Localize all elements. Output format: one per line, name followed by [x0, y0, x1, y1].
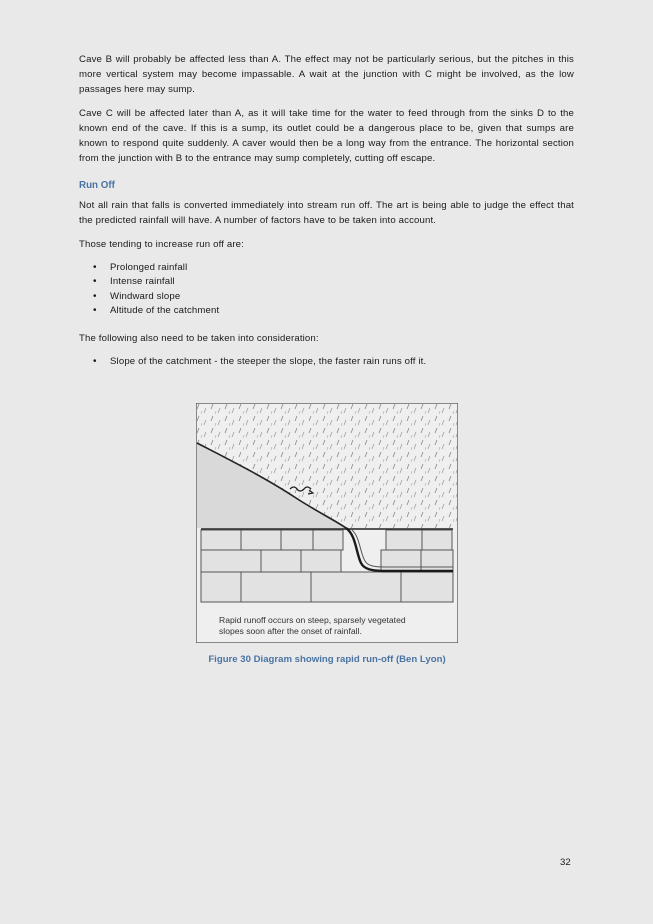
- page-number: 32: [560, 857, 571, 868]
- consider-list: [79, 355, 574, 369]
- paragraph-consider-intro: The following also need to be taken into consideration:: [79, 332, 319, 344]
- figure-caption: Figure 30 Diagram showing rapid run-off (Ben Lyon): [208, 654, 446, 665]
- rock-strata: [201, 530, 453, 602]
- section-heading: Run Off: [79, 180, 115, 191]
- list-item: • Intense rainfall: [110, 275, 574, 289]
- list-item: • Windward slope: [110, 290, 574, 304]
- runoff-illustration: [196, 403, 458, 643]
- inset-text-1: Rapid runoff occurs on steep, sparsely vegetated: [219, 615, 406, 625]
- runoff-diagram: [196, 403, 458, 643]
- paragraph-cave-c: Cave C will be affected later than A, as it will take time for the water to feed through from the sinks D to the known end of the cave. If this is a sump, its outlet could be a dangerous place to be, given that sumps are known to respond quite suddenly. A caver would then be a long way from the entrance. The horizontal section from the junction with B to the entrance may sump completely, cutting off escape.: [79, 108, 574, 164]
- paragraph-run-off-intro: Not all rain that falls is converted immediately into stream run off. The art is being able to judge the effect that the predicted rainfall will have. A number of factors have to be taken into account.: [79, 200, 574, 226]
- list-item: • Altitude of the catchment: [110, 304, 574, 318]
- factor-list: [79, 261, 574, 319]
- page-body: [79, 52, 574, 381]
- paragraph-list-intro: Those tending to increase run off are:: [79, 239, 244, 250]
- inset-text-2: slopes soon after the onset of rainfall.: [219, 626, 362, 636]
- paragraph-cave-b: Cave B will probably be affected less than A. The effect may not be particularly serious, but the pitches in this more vertical system may become impassable. A wait at the junction with C might be involved, as the low passages here may sump.: [79, 54, 574, 95]
- list-item: • Prolonged rainfall: [110, 261, 574, 275]
- list-item: • Slope of the catchment - the steeper the slope, the faster rain runs off it.: [110, 355, 574, 369]
